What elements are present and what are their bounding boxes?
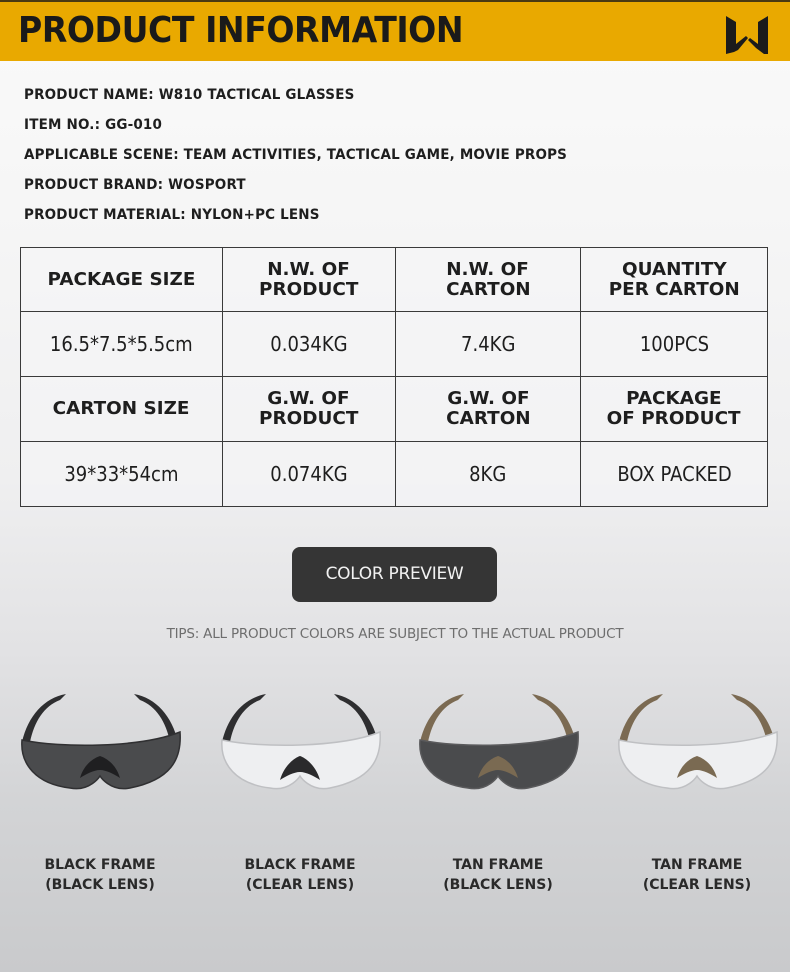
header-cell: G.W. OF PRODUCT — [222, 377, 395, 441]
variant-caption: BLACK FRAME (CLEAR LENS) — [244, 857, 356, 893]
product-name: PRODUCT NAME: W810 TACTICAL GLASSES — [24, 87, 355, 103]
gw-product-value: 0.074KG — [222, 441, 395, 506]
header-cell: N.W. OF PRODUCT — [222, 248, 395, 312]
table-row — [21, 312, 768, 377]
variant-caption: BLACK FRAME (BLACK LENS) — [44, 857, 156, 893]
table-header-row — [21, 248, 768, 312]
color-preview-button[interactable]: COLOR PREVIEW — [292, 547, 497, 602]
header-cell: G.W. OF CARTON — [395, 377, 581, 441]
table-row — [21, 441, 768, 506]
product-info-list — [24, 87, 608, 237]
quantity-per-carton-value: 100PCS — [581, 312, 768, 377]
item-number: ITEM NO.: GG-010 — [24, 117, 163, 133]
color-tips-text: TIPS: ALL PRODUCT COLORS ARE SUBJECT TO THE ACTUAL PRODUCT — [166, 626, 624, 642]
page-title: PRODUCT INFORMATION — [18, 10, 464, 51]
wosport-w-logo-icon — [724, 14, 770, 54]
variant-caption: TAN FRAME (CLEAR LENS) — [642, 857, 752, 893]
specification-table — [20, 247, 768, 507]
color-variants-gallery — [0, 680, 790, 820]
glasses-tan-frame-clear-lens-image — [597, 680, 790, 810]
package-size-value: 16.5*7.5*5.5cm — [21, 312, 223, 377]
carton-size-value: 39*33*54cm — [21, 441, 223, 506]
table-header-row — [21, 377, 768, 441]
nw-product-value: 0.034KG — [222, 312, 395, 377]
header-cell: N.W. OF CARTON — [395, 248, 581, 312]
product-brand: PRODUCT BRAND: WOSPORT — [24, 177, 246, 193]
product-material: PRODUCT MATERIAL: NYLON+PC LENS — [24, 207, 320, 223]
variant-caption: TAN FRAME (BLACK LENS) — [443, 857, 553, 893]
header-cell: QUANTITY PER CARTON — [581, 248, 768, 312]
glasses-black-frame-black-lens-image — [0, 680, 200, 810]
header-cell: PACKAGE OF PRODUCT — [581, 377, 768, 441]
glasses-black-frame-clear-lens-image — [200, 680, 400, 810]
package-of-product-value: BOX PACKED — [581, 441, 768, 506]
gw-carton-value: 8KG — [395, 441, 581, 506]
applicable-scene: APPLICABLE SCENE: TEAM ACTIVITIES, TACTICAL GAME, MOVIE PROPS — [24, 147, 568, 163]
section-header — [0, 2, 790, 61]
header-cell: PACKAGE SIZE — [21, 248, 223, 312]
nw-carton-value: 7.4KG — [395, 312, 581, 377]
header-cell: CARTON SIZE — [21, 377, 223, 441]
glasses-tan-frame-black-lens-image — [398, 680, 598, 810]
